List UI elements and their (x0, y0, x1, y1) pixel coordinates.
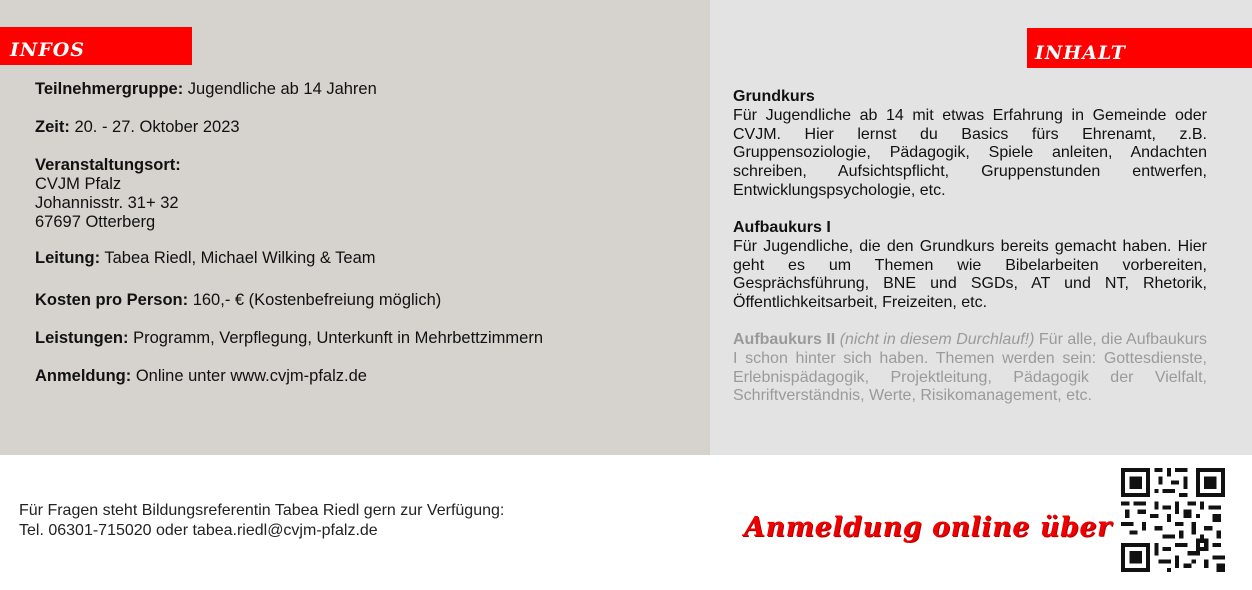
aufbau2-block (733, 331, 1207, 406)
teilnehmer-row (35, 80, 377, 99)
inhalt-tag: INHALT (1027, 28, 1252, 68)
grundkurs-block (733, 88, 1207, 201)
teilnehmer-value: Jugendliche ab 14 Jahren (183, 80, 377, 98)
aufbau2-text: Für alle, die Aufbaukurs I schon hinter sich haben. Themen werden sein: Gottesdienste, Erlebnispädagogik, Projektleitung, Pädagogik der Vielfalt, Schriftverständnis, Werte, Risikomanagement, etc. (733, 331, 1207, 405)
anmeldung-script-text: Anmeldung online über (744, 512, 1112, 543)
leistungen-value: Programm, Verpflegung, Unterkunft in Mehrbettzimmern (133, 329, 544, 347)
zeit-value: 20. - 27. Oktober 2023 (74, 118, 240, 136)
contact-line: Für Fragen steht Bildungsreferentin Tabea Riedl gern zur Verfügung: (19, 502, 505, 519)
qr-code-icon[interactable] (1121, 468, 1225, 572)
zeit-row (35, 118, 240, 137)
kosten-label: Kosten pro Person: (35, 291, 189, 309)
aufbau2-title: Aufbaukurs II (733, 331, 836, 348)
ort-label: Veranstaltungsort: (35, 156, 181, 174)
anmeldung-label: Anmeldung: (35, 367, 132, 385)
kosten-row (35, 291, 441, 310)
contact-line: Tel. 06301-715020 oder tabea.riedl@cvjm-pfalz.de (19, 522, 378, 539)
ort-line: CVJM Pfalz (35, 175, 122, 193)
leistungen-label: Leistungen: (35, 329, 129, 347)
aufbau1-block (733, 219, 1207, 313)
ort-line: 67697 Otterberg (35, 213, 156, 231)
grundkurs-title: Grundkurs (733, 88, 815, 105)
leitung-value: Tabea Riedl, Michael Wilking & Team (104, 249, 376, 267)
aufbau1-text: Für Jugendliche, die den Grundkurs bereits gemacht haben. Hier geht es um Themen wie Bibelarbeiten vorbereiten, Gesprächsführung, BNE und SGDs, AT und NT, Rhetorik, Öffentlichkeitsarbeit, Freizeiten, etc. (733, 237, 1207, 312)
anmeldung-row (35, 367, 367, 386)
zeit-label: Zeit: (35, 118, 70, 136)
contact-info (19, 501, 504, 541)
anmeldung-value: Online unter www.cvjm-pfalz.de (135, 367, 367, 385)
leitung-label: Leitung: (35, 249, 101, 267)
kosten-value: 160,- € (Kostenbefreiung möglich) (192, 291, 442, 309)
aufbau1-title: Aufbaukurs I (733, 219, 831, 236)
teilnehmer-label: Teilnehmergruppe: (35, 80, 184, 98)
leitung-row (35, 249, 376, 268)
leistungen-row (35, 329, 543, 348)
ort-line: Johannisstr. 31+ 32 (35, 194, 179, 212)
grundkurs-text: Für Jugendliche ab 14 mit etwas Erfahrung in Gemeinde oder CVJM. Hier lernst du Basics fürs Ehrenamt, z.B. Gruppensoziologie, Pädagogik, Spiele anleiten, Andachten schreiben, Aufsichtspflicht, Gruppenstunden entwerfen, Entwicklungspsychologie, etc. (733, 106, 1207, 199)
ort-row (35, 156, 181, 232)
infos-tag: INFOS (0, 27, 192, 65)
aufbau2-note: (nicht in diesem Durchlauf!) (839, 331, 1035, 348)
